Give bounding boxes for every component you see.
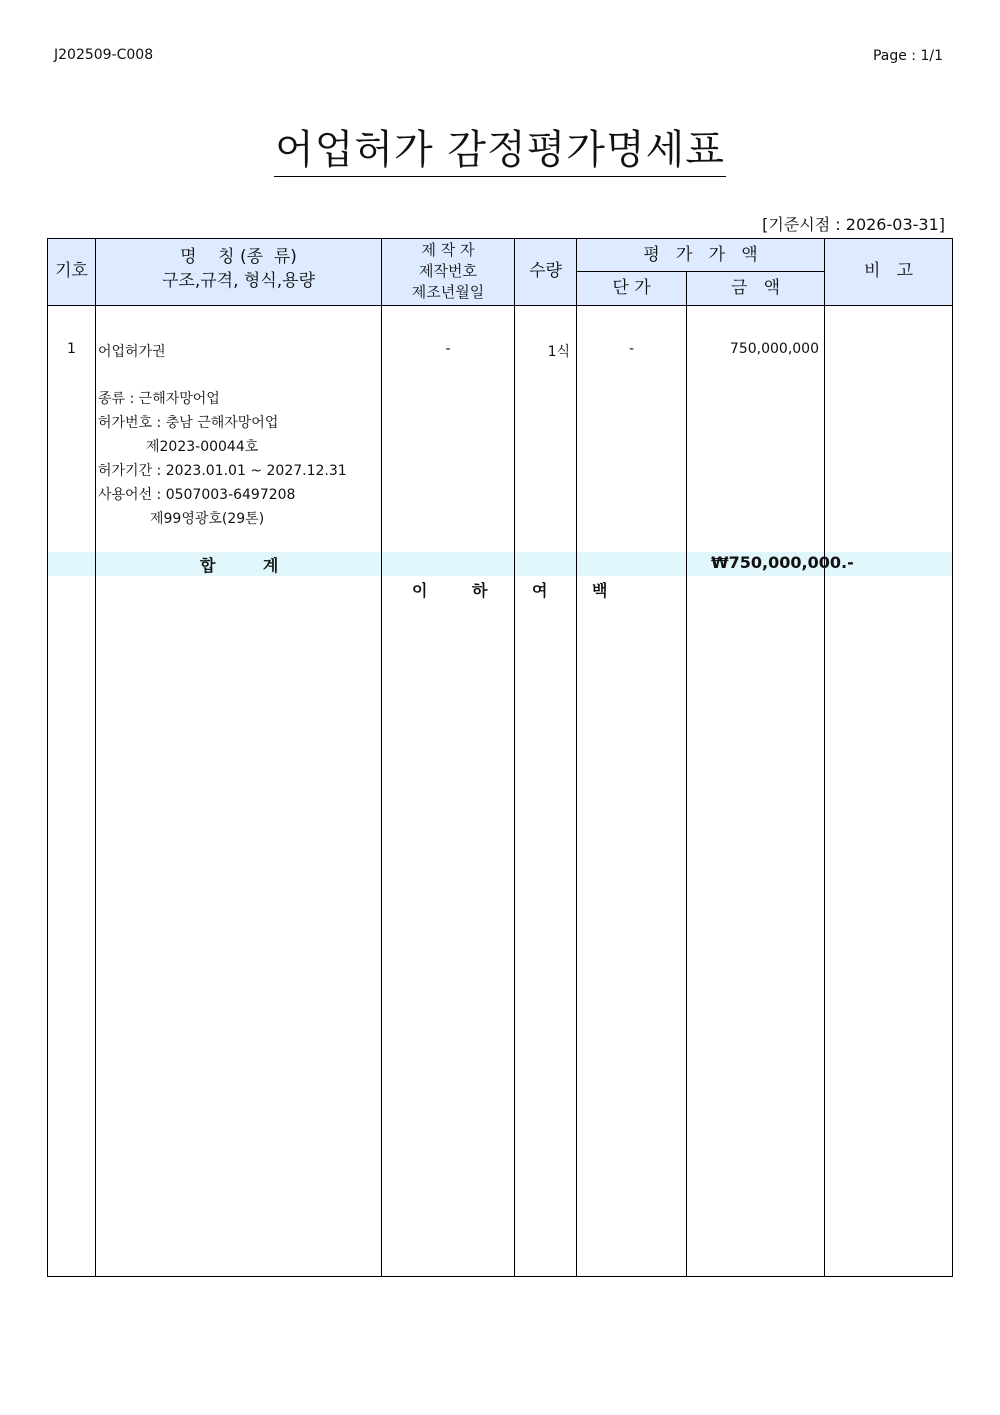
- row-amount: 750,000,000: [729, 341, 819, 357]
- row-detail-permit-no-cont: 제2023-00044호: [146, 439, 259, 455]
- valuation-subheader-divider: [576, 271, 824, 272]
- row-detail-permit-no: 허가번호 : 충남 근해자망어업: [98, 415, 279, 431]
- column-header-maker: 제 작 자: [421, 241, 475, 259]
- column-divider: [824, 239, 825, 1276]
- row-maker: -: [445, 341, 451, 357]
- column-header-amount: 금 액: [730, 278, 781, 298]
- row-detail-vessel-name: 제99영광호(29톤): [150, 511, 265, 527]
- header-divider: [48, 305, 952, 306]
- document-title: 어업허가 감정평가명세표: [274, 124, 726, 177]
- column-header-unit-price: 단 가: [612, 278, 651, 298]
- row-detail-vessel: 사용어선 : 0507003-6497208: [98, 487, 296, 503]
- row-detail-type: 종류 : 근해자망어업: [98, 391, 220, 407]
- column-header-serial: 제작번호: [419, 262, 477, 280]
- row-name: 어업허가권: [98, 344, 166, 360]
- column-divider: [514, 239, 515, 1276]
- document-code: J202509-C008: [54, 47, 154, 63]
- row-no: 1: [67, 341, 76, 357]
- column-header-remarks: 비 고: [863, 261, 914, 281]
- row-qty: 1식: [547, 344, 570, 360]
- column-divider: [576, 239, 577, 1276]
- total-amount: ₩750,000,000.-: [711, 553, 854, 572]
- blank-below-note: 이 하 여 백: [412, 581, 608, 600]
- column-header-valuation: 평 가 가 액: [643, 245, 758, 265]
- row-unit-price: -: [628, 341, 635, 357]
- base-date: [기준시점 : 2026-03-31]: [762, 215, 945, 234]
- total-label: 합 계: [200, 556, 281, 575]
- column-divider: [686, 271, 687, 1276]
- page-number: Page : 1/1: [872, 48, 943, 64]
- row-detail-permit-period: 허가기간 : 2023.01.01 ~ 2027.12.31: [98, 463, 347, 479]
- column-header-name: 명 칭 (종 류): [180, 247, 297, 267]
- column-divider: [95, 239, 96, 1276]
- column-divider: [381, 239, 382, 1276]
- column-header-mfg-date: 제조년월일: [411, 283, 485, 301]
- column-header-spec: 구조,규격, 형식,용량: [162, 271, 315, 291]
- column-header-no: 기호: [55, 261, 88, 281]
- column-header-qty: 수량: [529, 261, 562, 281]
